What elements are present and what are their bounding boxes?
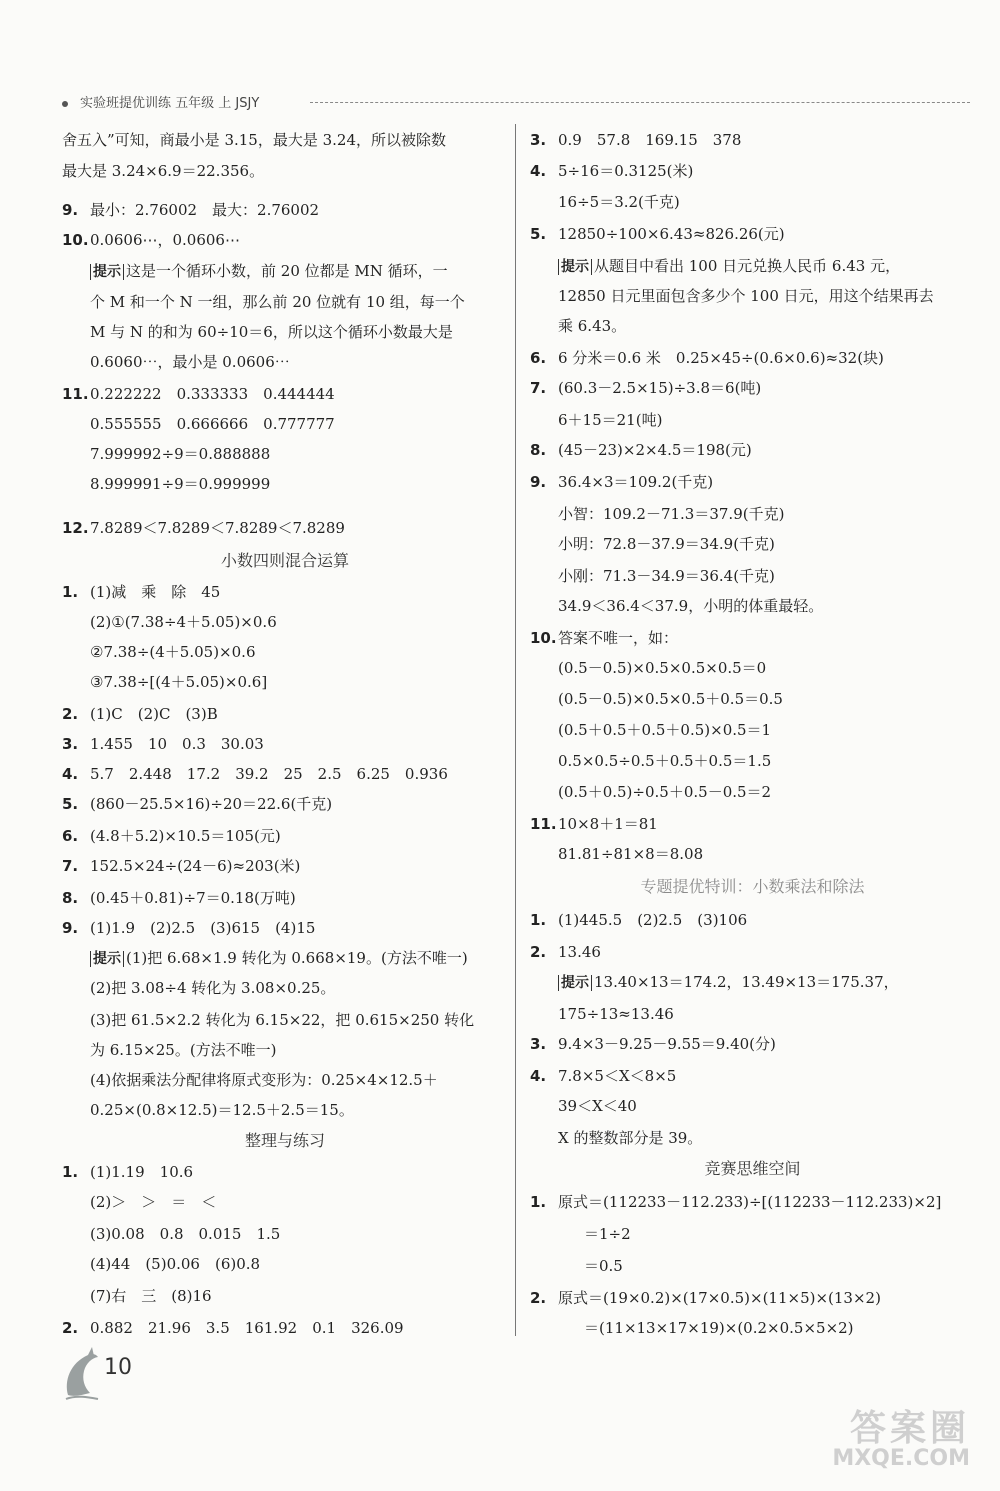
item-number: 6. — [530, 349, 547, 367]
answer-text: 12850÷100×6.43≈826.26(元) — [558, 225, 785, 243]
item-number: 1. — [530, 911, 547, 929]
item-number: 5. — [62, 795, 79, 813]
answer-text: 36.4×3＝109.2(千克) — [558, 473, 714, 491]
answer-4 — [530, 159, 693, 183]
answer-text: 10×8＋1＝81 — [558, 815, 658, 833]
book-title: 实验班提优训练 五年级 上 JSJY — [80, 96, 260, 111]
hint-line: 12850 日元里面包含多少个 100 日元，用这个结果再去 — [558, 287, 934, 305]
watermark-url: MXQE.COM — [832, 1446, 970, 1471]
answer-line: ＝(11×13×17×19)×(0.2×0.5×5×2) — [584, 1319, 854, 1337]
section-title: 整理与练习 — [244, 1131, 325, 1150]
answer-2 — [530, 1286, 881, 1310]
answer-text: (45－23)×2×4.5＝198(元) — [558, 441, 752, 459]
answer-line: 8.999991÷9＝0.999999 — [90, 475, 271, 493]
hint-line — [62, 946, 468, 970]
item-number: 9. — [530, 473, 547, 491]
item-number: 12. — [62, 519, 89, 537]
page-footer — [62, 1345, 182, 1405]
answer-11 — [62, 382, 335, 406]
answer-text: 0.882 21.96 3.5 161.92 0.1 326.09 — [90, 1319, 404, 1337]
hint-line: 乘 6.43。 — [558, 317, 627, 335]
answer-line: (0.5＋0.5＋0.5＋0.5)×0.5＝1 — [558, 721, 772, 739]
answer-6 — [62, 824, 281, 848]
hint-line: (4)依据乘法分配律将原式变形为：0.25×4×12.5＋ — [90, 1071, 438, 1089]
item-number: 4. — [530, 1067, 547, 1085]
item-number: 4. — [530, 162, 547, 180]
item-number: 2. — [530, 1289, 547, 1307]
bullet-icon — [62, 101, 68, 107]
answer-line: 最大是 3.24×6.9＝22.356。 — [62, 162, 265, 180]
answer-text: (1)减 乘 除 45 — [90, 583, 221, 601]
answer-text: 9.4×3－9.25－9.55＝9.40(分) — [558, 1035, 776, 1053]
answer-text: 原式＝(19×0.2)×(17×0.5)×(11×5)×(13×2) — [558, 1289, 881, 1307]
hint-line: 个 M 和一个 N 一组，那么前 20 位就有 10 组，每一个 — [90, 293, 465, 311]
section-title: 专题提优特训：小数乘法和除法 — [640, 877, 865, 896]
item-number: 6. — [62, 827, 79, 845]
hint-line: 为 6.15×25。(方法不唯一) — [90, 1041, 277, 1059]
item-number: 7. — [530, 379, 547, 397]
hint-label: 提示 — [90, 264, 124, 280]
answer-line: (2)①(7.38÷4＋5.05)×0.6 — [90, 613, 277, 631]
answer-text: 7.8×5＜X＜8×5 — [558, 1067, 677, 1085]
answer-line: 小智：109.2－71.3＝37.9(千克) — [558, 505, 785, 523]
answer-7 — [530, 376, 761, 400]
answer-2 — [62, 702, 218, 726]
answer-3 — [530, 128, 741, 152]
answer-text: (860－25.5×16)÷20＝22.6(千克) — [90, 795, 333, 813]
item-number: 10. — [62, 231, 89, 249]
item-number: 1. — [62, 583, 79, 601]
watermark-logo-text: 答案圈 — [849, 1408, 970, 1449]
item-number: 5. — [530, 225, 547, 243]
answer-text: 0.222222 0.333333 0.444444 — [90, 385, 335, 403]
hint-line: (3)把 61.5×2.2 转化为 6.15×22，把 0.615×250 转化 — [90, 1011, 475, 1029]
item-number: 8. — [62, 889, 79, 907]
answer-text: 5÷16＝0.3125(米) — [558, 162, 694, 180]
answer-text: 6 分米＝0.6 米 0.25×45÷(0.6×0.6)≈32(块) — [558, 349, 884, 367]
answer-2 — [530, 940, 601, 964]
answer-11 — [530, 812, 658, 836]
answer-line: ②7.38÷(4＋5.05)×0.6 — [90, 643, 256, 661]
item-number: 2. — [62, 1319, 79, 1337]
hint-line: (2)把 3.08÷4 转化为 3.08×0.25。 — [90, 979, 336, 997]
section-title: 竞赛思维空间 — [704, 1159, 801, 1178]
answer-text: (1)1.9 (2)2.5 (3)615 (4)15 — [90, 919, 316, 937]
item-number: 1. — [62, 1163, 79, 1181]
answer-line: 小刚：71.3－34.9＝36.4(千克) — [558, 567, 775, 585]
answer-line: (0.5－0.5)×0.5×0.5×0.5＝0 — [558, 659, 767, 677]
answer-9 — [530, 470, 713, 494]
answer-text: 1.455 10 0.3 30.03 — [90, 735, 264, 753]
header-rule — [310, 102, 970, 103]
hint-label: 提示 — [558, 975, 592, 991]
hint-line: 175÷13≈13.46 — [558, 1005, 674, 1023]
page-header — [62, 92, 970, 114]
answer-1 — [62, 580, 220, 604]
answer-9 — [62, 198, 319, 222]
hint-line — [530, 254, 900, 278]
answer-1 — [530, 908, 747, 932]
answer-line: 6＋15＝21(吨) — [558, 411, 663, 429]
answer-8 — [62, 886, 296, 910]
answer-line: ③7.38÷[(4＋5.05)×0.6] — [90, 673, 268, 691]
answer-1 — [530, 1190, 941, 1214]
answer-text: (1)445.5 (2)2.5 (3)106 — [558, 911, 748, 929]
answer-9 — [62, 916, 315, 940]
item-number: 4. — [62, 765, 79, 783]
answer-line: (4)44 (5)0.06 (6)0.8 — [90, 1255, 261, 1273]
answer-6 — [530, 346, 884, 370]
answer-3 — [530, 1032, 776, 1056]
column-divider — [515, 124, 516, 1336]
answer-line: 0.555555 0.666666 0.777777 — [90, 415, 335, 433]
answer-line: 39＜X＜40 — [558, 1097, 637, 1115]
hint-text: 这是一个循环小数，前 20 位都是 MN 循环，一 — [126, 262, 448, 280]
hint-label: 提示 — [558, 259, 592, 275]
answer-text: 答案不唯一，如： — [558, 629, 679, 647]
answer-line: 81.81÷81×8＝8.08 — [558, 845, 704, 863]
item-number: 11. — [530, 815, 557, 833]
answer-line: 34.9＜36.4＜37.9，小明的体重最轻。 — [558, 597, 824, 615]
answer-10 — [530, 626, 678, 650]
section-title: 小数四则混合运算 — [220, 551, 349, 570]
hint-label: 提示 — [90, 951, 124, 967]
answer-line: (0.5＋0.5)÷0.5＋0.5－0.5＝2 — [558, 783, 772, 801]
answer-text: 0.0606⋯，0.0606⋯ — [90, 231, 240, 249]
answer-10 — [62, 228, 240, 252]
hint-line: 0.6060⋯，最小是 0.0606⋯ — [90, 353, 290, 371]
hint-line — [62, 259, 448, 283]
answer-text: (0.45＋0.81)÷7＝0.18(万吨) — [90, 889, 296, 907]
answer-2 — [62, 1316, 404, 1340]
answer-text: (1)C (2)C (3)B — [90, 705, 218, 723]
answer-line: (0.5－0.5)×0.5×0.5＋0.5＝0.5 — [558, 690, 783, 708]
answer-4 — [62, 762, 448, 786]
answer-line: (7)右 三 (8)16 — [90, 1287, 212, 1305]
page-number: 10 — [104, 1355, 132, 1380]
item-number: 11. — [62, 385, 89, 403]
answer-text: 7.8289＜7.8289＜7.8289＜7.8289 — [90, 519, 345, 537]
answer-line: X 的整数部分是 39。 — [558, 1129, 703, 1147]
answer-line: 16÷5＝3.2(千克) — [558, 193, 680, 211]
answer-line: 舍五入”可知，商最小是 3.15，最大是 3.24，所以被除数 — [62, 131, 447, 149]
answer-line: 0.5×0.5÷0.5＋0.5＋0.5＝1.5 — [558, 752, 772, 770]
answer-12 — [62, 516, 345, 540]
hint-line: 0.25×(0.8×12.5)＝12.5＋2.5＝15。 — [90, 1101, 354, 1119]
answer-text: 0.9 57.8 169.15 378 — [558, 131, 742, 149]
answer-3 — [62, 732, 264, 756]
hint-text: 从题目中看出 100 日元兑换人民币 6.43 元， — [594, 257, 901, 275]
answer-7 — [62, 854, 300, 878]
item-number: 3. — [530, 1035, 547, 1053]
item-number: 9. — [62, 919, 79, 937]
hint-line: M 与 N 的和为 60÷10＝6，所以这个循环小数最大是 — [90, 323, 453, 341]
watermark — [730, 1400, 970, 1480]
hint-text: 13.40×13＝174.2，13.49×13＝175.37， — [594, 973, 899, 991]
answer-5 — [530, 222, 785, 246]
hint-text: (1)把 6.68×1.9 转化为 0.668×19。(方法不唯一) — [126, 949, 468, 967]
answer-text: (60.3－2.5×15)÷3.8＝6(吨) — [558, 379, 762, 397]
answer-line: ＝0.5 — [584, 1257, 623, 1275]
answer-line: ＝1÷2 — [584, 1225, 631, 1243]
answer-5 — [62, 792, 332, 816]
answer-line: (3)0.08 0.8 0.015 1.5 — [90, 1225, 281, 1243]
answer-line: 7.999992÷9＝0.888888 — [90, 445, 271, 463]
answer-text: 最小：2.76002 最大：2.76002 — [90, 201, 320, 219]
answer-text: (4.8＋5.2)×10.5＝105(元) — [90, 827, 281, 845]
answer-text: 5.7 2.448 17.2 39.2 25 2.5 6.25 0.936 — [90, 765, 448, 783]
answer-8 — [530, 438, 752, 462]
item-number: 8. — [530, 441, 547, 459]
item-number: 9. — [62, 201, 79, 219]
item-number: 2. — [530, 943, 547, 961]
item-number: 3. — [530, 131, 547, 149]
hint-line — [530, 970, 899, 994]
answer-text: 原式＝(112233－112.233)÷[(112233－112.233)×2] — [558, 1193, 942, 1211]
dolphin-icon — [62, 1345, 106, 1401]
item-number: 2. — [62, 705, 79, 723]
answer-4 — [530, 1064, 676, 1088]
item-number: 7. — [62, 857, 79, 875]
answer-line: 小明：72.8－37.9＝34.9(千克) — [558, 535, 775, 553]
answer-text: (1)1.19 10.6 — [90, 1163, 194, 1181]
item-number: 1. — [530, 1193, 547, 1211]
answer-line: (2)＞ ＞ ＝ ＜ — [90, 1193, 217, 1211]
answer-text: 152.5×24÷(24－6)≈203(米) — [90, 857, 301, 875]
answer-text: 13.46 — [558, 943, 601, 961]
item-number: 3. — [62, 735, 79, 753]
answer-1 — [62, 1160, 193, 1184]
item-number: 10. — [530, 629, 557, 647]
